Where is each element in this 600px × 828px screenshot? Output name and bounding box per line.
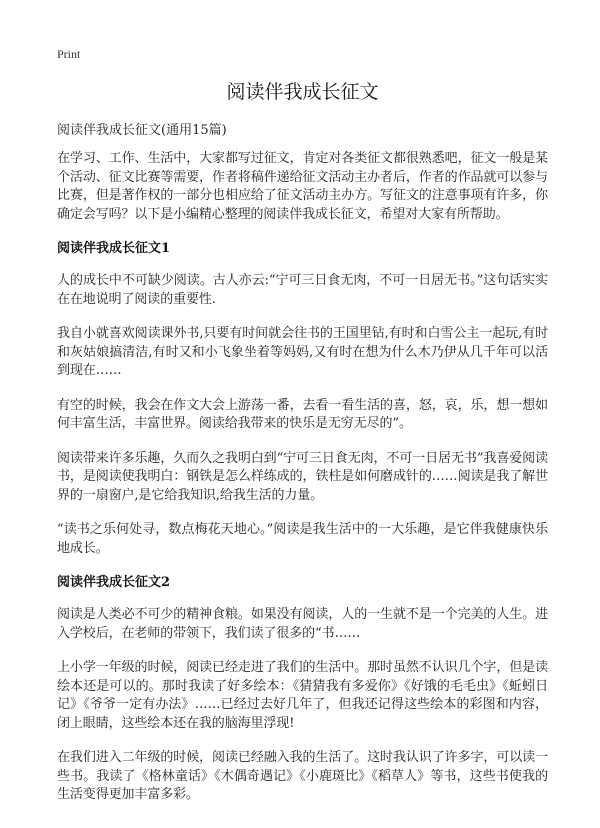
section-heading-1: 阅读伴我成长征文1 [57,241,171,256]
print-link[interactable]: Print [57,47,81,61]
section-1-paragraph-4: 阅读带来许多乐趣，久而久之我明白到“宁可三日食无肉，不可一日居无书”我喜爱阅读书，是阅读使我明白：钢铁是怎么样练成的，铁柱是如何磨成针的……阅读是我了解世界的一扇窗户,是它给我知识,给我生活的力量。 [57,450,548,503]
section-2-paragraph-3: 在我们进入二年级的时候，阅读已经融入我的生活了。这时我认识了许多字，可以读一些书。我读了《格林童话》《木偶奇遇记》《小鹿斑比》《稻草人》等书，这些书使我的生活变得更加丰富多彩。 [57,750,548,802]
document-subtitle: 阅读伴我成长征文(通用15篇) [57,123,227,138]
page-title: 阅读伴我成长征文 [226,81,379,103]
section-1-paragraph-2: 我自小就喜欢阅读课外书,只要有时间就会往书的王国里钻,有时和白雪公主一起玩,有时和灰姑娘搞清洁,有时又和小飞象坐着等妈妈,又有时在想为什么木乃伊从几千年可以活到现在…… [57,326,548,378]
section-heading-2: 阅读伴我成长征文2 [57,575,171,590]
intro-paragraph: 在学习、工作、生活中，大家都写过征文，肯定对各类征文都很熟悉吧，征文一般是某个活动、征文比赛等需要，作者将稿件递给征文活动主办者后，作者的作品就可以参与比赛，但是著作权的一部分也相应给了征文活动主办方。写征文的注意事项有许多，你确定会写吗？以下是小编精心整理的阅读伴我成长征文，希望对大家有所帮助。 [57,151,548,222]
section-1-paragraph-5: “读书之乐何处寻，数点梅花天地心。”阅读是我生活中的一大乐趣，是它伴我健康快乐地成长。 [57,522,548,556]
section-1-paragraph-1: 人的成长中不可缺少阅读。古人亦云:“宁可三日食无肉，不可一日居无书。”这句话实实在在地说明了阅读的重要性. [57,273,548,307]
section-2-paragraph-1: 阅读是人类必不可少的精神食粮。如果没有阅读，人的一生就不是一个完美的人生。进入学校后，在老师的带领下，我们读了很多的“书…… [57,607,548,641]
section-1-paragraph-3: 有空的时候，我会在作文大会上游荡一番，去看一看生活的喜，怒，哀，乐，想一想如何丰富生活，丰富世界。阅读给我带来的快乐是无穷无尽的”。 [57,397,548,431]
document-body [57,150,548,821]
section-2-paragraph-2: 上小学一年级的时候，阅读已经走进了我们的生活中。那时虽然不认识几个字，但是读绘本还是可以的。那时我读了好多绘本：《猜猜我有多爱你》《好饿的毛毛虫》《蚯蚓日记》《爷爷一定有办法》……已经过去好几年了，但我还记得这些绘本的彩图和内容，闭上眼睛，这些绘本还在我的脑海里浮现! [57,660,548,731]
